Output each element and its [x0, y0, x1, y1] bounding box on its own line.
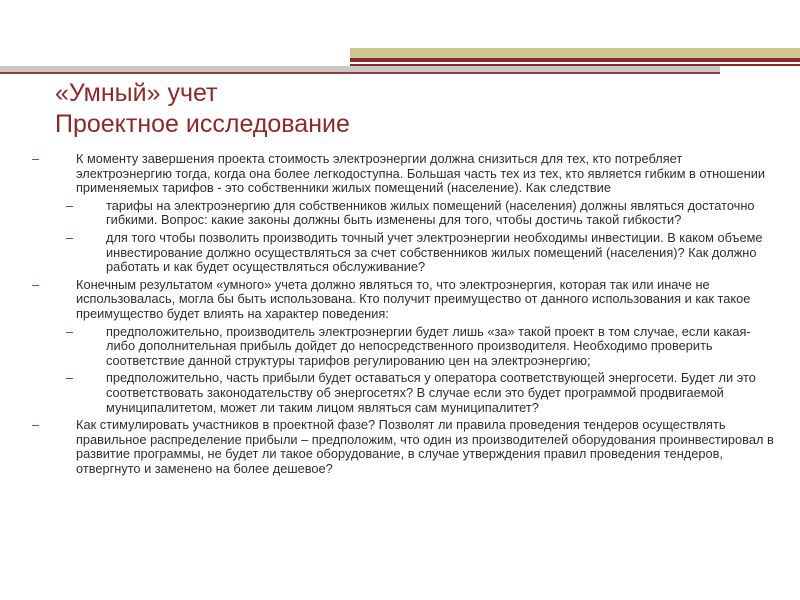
sub-bullet-item	[26, 231, 780, 275]
header-divider-red	[0, 72, 720, 74]
sub-bullet-item	[26, 371, 780, 415]
slide-title-line-2: Проектное исследование	[55, 110, 350, 138]
bullet-text: предположительно, производитель электроэнергии будет лишь «за» такой проект в том случае, если какая-либо дополнительная прибыль дойдет до непосредственного производителя. Необходимо проверить соответствие данной структуры тарифов регулированию цен на электроэнергию;	[106, 323, 751, 368]
bullet-text: тарифы на электроэнергию для собственников жилых помещений (населения) должны являться достаточно гибкими. Вопрос: какие законы должны быть изменены для того, чтобы достичь такой гибкости?	[106, 197, 755, 228]
bullet-item	[26, 152, 780, 196]
bullet-dash: –	[66, 197, 74, 213]
sub-bullet-item	[26, 199, 780, 228]
bullet-text: для того чтобы позволить производить точный учет электроэнергии необходимы инвестиции. В каком объеме инвестирование должно осуществляться за счет собственников жилых помещений (населения)? Как должно работать и как будет осуществляться обслуживание?	[106, 229, 763, 275]
slide-body	[26, 152, 780, 479]
bullet-text: К моменту завершения проекта стоимость электроэнергии должна снизиться для тех, кто потребляет электроэнергию тогда, когда она более легкодоступна. Большая часть тех из тех, кто является гибким в отношении применяемых тарифов - это собственники жилых помещений (население). Как следствие	[76, 151, 766, 196]
bullet-dash: –	[32, 276, 40, 292]
bullet-dash: –	[66, 370, 74, 386]
bullet-item	[26, 418, 780, 476]
bullet-text: Конечным результатом «умного» учета должно являться то, что электроэнергия, которая так или иначе не использовалась, могла бы быть использована. Кто получит преимущество от данного использования и как такое преимущество будет влиять на характер поведения:	[76, 276, 751, 321]
slide-title-line-1: «Умный» учет	[55, 79, 218, 107]
sub-bullet-item	[26, 325, 780, 369]
bullet-item	[26, 278, 780, 322]
bullet-dash: –	[66, 323, 74, 339]
slide-title	[55, 78, 350, 140]
bullet-dash: –	[32, 417, 40, 433]
bullet-text: предположительно, часть прибыли будет оставаться у оператора соответствующей энергосети. Будет ли это соответствовать законодательству об энергосетях? В случае если это будет программой продвигаемой муниципалитетом, может ли таким лицом являться сам муниципалитет?	[106, 370, 756, 415]
header-accent-bar-gold	[350, 48, 800, 58]
bullet-dash: –	[32, 151, 40, 166]
bullet-text: Как стимулировать участников в проектной фазе? Позволят ли правила проведения тендеров осуществлять правильное распределение прибыли – предположим, что один из производителей оборудования проинвестировал в развитие программы, не будет ли такое оборудование, в случае утверждения правил проведения тендеров, отвергнуто и заменено на более дешевое?	[76, 417, 774, 476]
bullet-dash: –	[66, 229, 74, 245]
